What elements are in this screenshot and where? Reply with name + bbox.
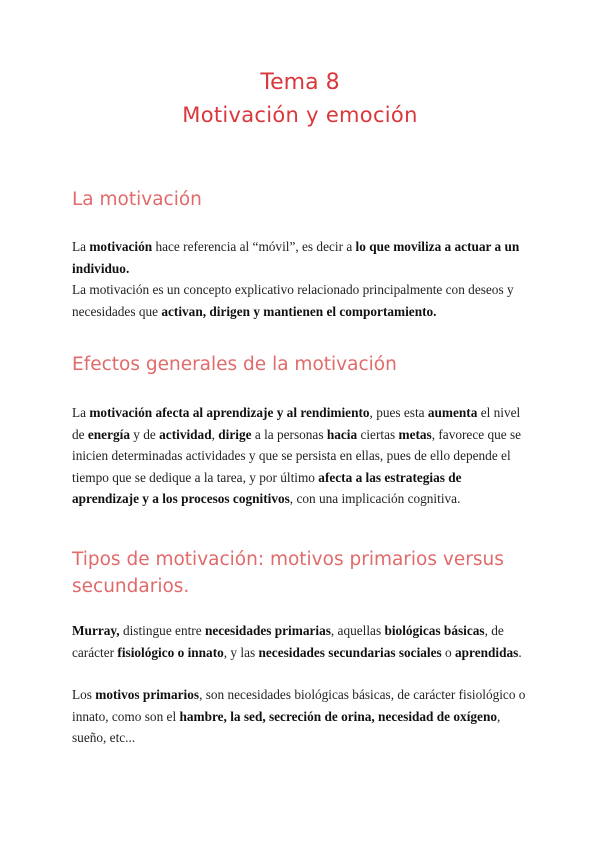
text-run: distingue entre: [119, 623, 205, 638]
text-run: ciertas: [357, 426, 399, 442]
text-run-bold: dirige: [218, 426, 252, 442]
text-run-bold: metas: [398, 426, 432, 442]
text-run-bold: biológicas básicas: [384, 623, 485, 638]
text-run: , pues esta: [369, 405, 428, 420]
text-run: Los: [72, 687, 96, 702]
paragraph-efectos: [72, 402, 530, 510]
section-heading-motivacion: La motivación: [72, 189, 202, 210]
text-run: a la personas: [251, 426, 327, 442]
text-run-bold: motivación: [89, 239, 153, 254]
text-run-bold: aprendidas: [455, 644, 519, 660]
text-run: , de carácter: [72, 623, 504, 660]
text-run-bold: energía: [87, 426, 130, 442]
text-run-bold: necesidades secundarias sociales: [258, 644, 442, 660]
page-subtitle: Motivación y emoción: [182, 103, 418, 127]
section-heading-efectos: Efectos generales de la motivación: [72, 354, 397, 375]
text-run: el nivel de: [72, 405, 521, 442]
text-run: , y las: [223, 644, 259, 660]
page-title: Tema 8: [260, 70, 340, 95]
text-run: .: [518, 644, 522, 660]
text-run: , favorece que se inicien determinadas actividades y que se persista en ellas, pues de ello depende el tiempo que se dedique a la tarea, y por último: [72, 426, 522, 485]
paragraph-definition: [72, 236, 530, 279]
text-run-bold: lo que moviliza a actuar a un individuo.: [72, 239, 520, 276]
paragraph-murray: [72, 620, 530, 663]
text-run-bold: aumenta: [427, 405, 478, 420]
text-run: La: [72, 239, 90, 254]
text-run-bold: hacia: [326, 426, 358, 442]
text-run-bold: motivos primarios: [95, 687, 200, 702]
text-run-bold: necesidades primarias: [204, 623, 331, 638]
text-run: , aquellas: [330, 623, 385, 638]
text-run: La motivación es un concepto explicativo relacionado principalmente con deseos y necesidades que: [72, 282, 514, 319]
text-run-bold: motivación afecta al aprendizaje y al rendimiento: [89, 405, 370, 420]
text-run-bold: hambre, la sed, secreción de orina, necesidad de oxígeno: [179, 708, 497, 724]
text-run: ,: [211, 426, 219, 442]
text-run-bold: afecta a las estrategias de aprendizaje y a los procesos cognitivos: [72, 469, 462, 506]
text-run: , sueño, etc...: [72, 708, 501, 745]
text-run: La: [72, 405, 90, 420]
paragraph-concept: [72, 279, 530, 322]
text-run: o: [441, 644, 455, 660]
text-run: , son necesidades biológicas básicas, de carácter fisiológico o innato, como son el: [72, 687, 526, 724]
section-heading-tipos: Tipos de motivación: motivos primarios versus secundarios.: [72, 549, 504, 597]
paragraph-motivos-primarios: [72, 684, 530, 749]
text-run-bold: fisiológico o innato: [117, 644, 224, 660]
text-run-bold: Murray,: [72, 623, 120, 638]
text-run: hace referencia al “móvil”, es decir a: [152, 239, 356, 254]
text-run: , con una implicación cognitiva.: [289, 491, 461, 506]
text-run: y de: [129, 426, 160, 442]
text-run-bold: activan, dirigen y mantienen el comportamiento.: [161, 303, 437, 319]
text-run-bold: actividad: [159, 426, 212, 442]
